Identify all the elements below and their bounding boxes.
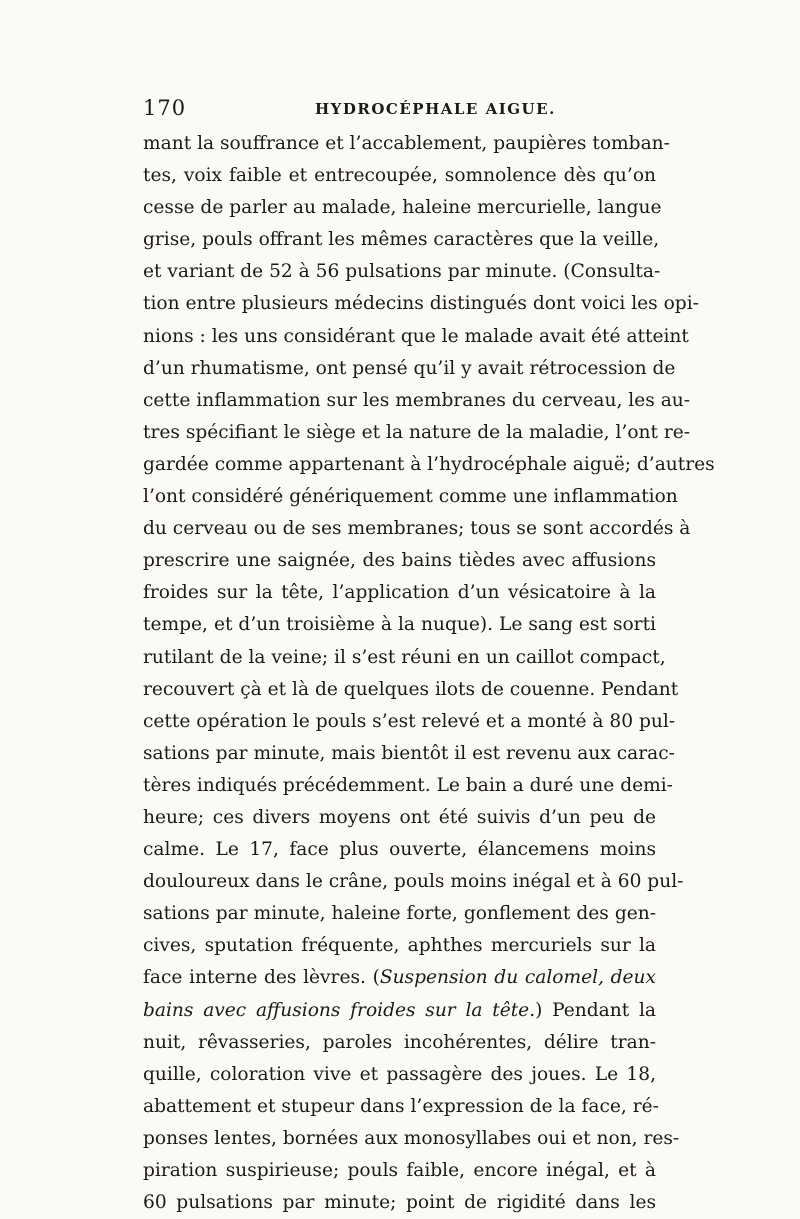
- text-line: douloureux dans le crâne, pouls moins inégal et à 60 pul-: [143, 871, 684, 893]
- running-head: HYDROCÉPHALE AIGUE.: [315, 100, 556, 118]
- text-line: mant la souffrance et l’accablement, paupières tomban-: [143, 133, 670, 154]
- text-line: quille, coloration vive et passagère des joues. Le 18,: [143, 1063, 656, 1085]
- text-line: cette opération le pouls s’est relevé et a monté à 80 pul-: [143, 710, 676, 732]
- page-header: [143, 96, 656, 126]
- text-line: froides sur la tête, l’application d’un vésicatoire à la: [143, 582, 656, 604]
- text-line: du cerveau ou de ses membranes; tous se sont accordés à: [143, 518, 691, 540]
- page-number: 170: [143, 96, 187, 120]
- text-line: sations par minute, mais bientôt il est revenu aux carac-: [143, 742, 675, 764]
- text-line: l’ont considéré génériquement comme une inflammation: [143, 486, 678, 508]
- text-line: recouvert çà et là de quelques ilots de couenne. Pendant: [143, 678, 679, 700]
- text-line: tères indiqués précédemment. Le bain a duré une demi-: [143, 774, 673, 796]
- text-line-italic-start: [143, 962, 656, 994]
- italic-fragment: Suspension du calomel, deux: [379, 967, 657, 989]
- text-line: cette inflammation sur les membranes du cerveau, les au-: [143, 389, 691, 411]
- text-line: prescrire une saignée, des bains tièdes avec affusions: [143, 550, 656, 572]
- text-line: nions : les uns considérant que le malade avait été atteint: [143, 325, 689, 347]
- text-line: heure; ces divers moyens ont été suivis d’un peu de: [143, 806, 656, 828]
- text-line: gardée comme appartenant à l’hydrocéphale aiguë; d’autres: [143, 453, 715, 475]
- text-line: nuit, rêvasseries, paroles incohérentes, délire tran-: [143, 1031, 656, 1053]
- text-line: grise, pouls offrant les mêmes caractères que la veille,: [143, 229, 660, 251]
- text-line: et variant de 52 à 56 pulsations par minute. (Consulta-: [143, 261, 661, 283]
- text-line: ponses lentes, bornées aux monosyllabes oui et non, res-: [143, 1127, 680, 1149]
- text-line: tempe, et d’un troisième à la nuque). Le sang est sorti: [143, 614, 656, 636]
- text-line: cives, sputation fréquente, aphthes mercuriels sur la: [143, 935, 656, 957]
- text-line: d’un rhumatisme, ont pensé qu’il y avait rétrocession de: [143, 357, 676, 379]
- text-fragment: face interne des lèvres. (: [143, 967, 380, 989]
- text-line: rutilant de la veine; il s’est réuni en un caillot compact,: [143, 646, 666, 668]
- text-line: cesse de parler au malade, haleine mercurielle, langue: [143, 197, 662, 219]
- text-fragment: ) Pendant la: [535, 999, 657, 1021]
- text-line: calme. Le 17, face plus ouverte, élancemens moins: [143, 839, 656, 861]
- text-line-italic-end: [143, 995, 656, 1027]
- text-line: piration suspirieuse; pouls faible, encore inégal, et à: [143, 1160, 656, 1181]
- text-line: tres spécifiant le siège et la nature de la maladie, l’ont re-: [143, 421, 691, 443]
- italic-fragment: bains avec affusions froides sur la tête.: [143, 999, 536, 1021]
- text-line: tion entre plusieurs médecins distingués dont voici les opi-: [143, 293, 699, 315]
- text-line: abattement et stupeur dans l’expression de la face, ré-: [143, 1095, 659, 1117]
- text-line: 60 pulsations par minute; point de rigidité dans les: [143, 1192, 656, 1214]
- body-text: [143, 128, 715, 1219]
- text-line: tes, voix faible et entrecoupée, somnolence dès qu’on: [143, 165, 656, 187]
- text-line: sations par minute, haleine forte, gonflement des gen-: [143, 903, 656, 925]
